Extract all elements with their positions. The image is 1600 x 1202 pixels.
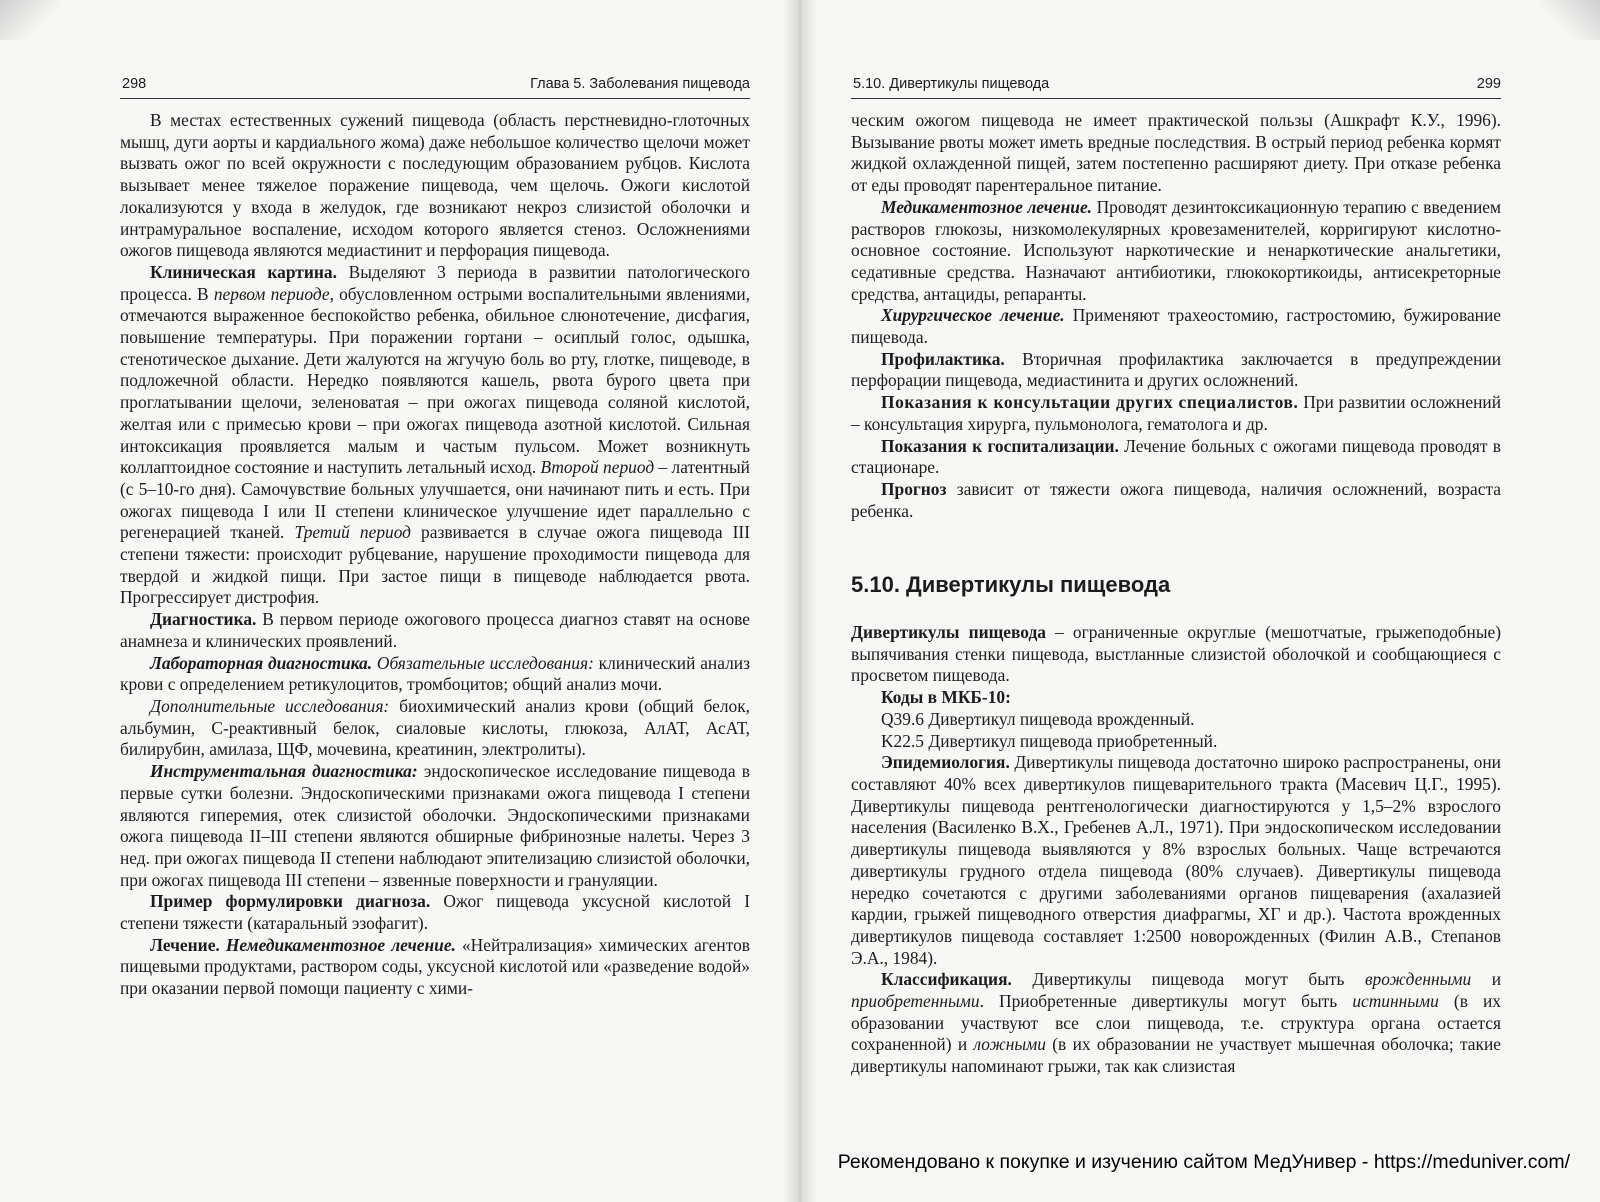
- right-page: [851, 76, 1501, 1078]
- paragraph-instrumental-diagnostics: Инструментальная диагностика: эндоскопическое исследование пищевода в первые сутки болезни. Эндоскопическими признаками ожога пищевода I степени являются гиперемия, отек слизистой оболочки. Эндоскопическими признаками ожога пищевода II–III степени являются обширные фибринозные налеты. Через 3 нед. при ожогах пищевода II степени наблюдают эпителизацию слизистой оболочки, при ожогах пищевода III степени – язвенные поверхности и грануляции.: [120, 761, 750, 890]
- running-title: 5.10. Дивертикулы пищевода: [853, 76, 1050, 92]
- paragraph-consultation: Показания к консультации других специалистов. При развитии осложнений – консультация хирурга, пульмонолога, гематолога и др.: [851, 392, 1501, 434]
- paragraph: В местах естественных сужений пищевода (область перстневидно-глоточных мышц, дуги аорты и кардиального жома) даже небольшое количество щелочи может вызвать ожог по всей окружности с последующим образованием рубцов. Кислота вызывает менее тяжелое поражение пищевода, чем щелочь. Ожоги кислотой локализуются у входа в желудок, где возникают некроз слизистой оболочки и интрамуральное воспаление, исходом которого является стеноз. Осложнениями ожогов пищевода являются медиастинит и перфорация пищевода.: [120, 110, 750, 261]
- paragraph-diagnostics: Диагностика. В первом периоде ожогового процесса диагноз ставят на основе анамнеза и клинических проявлений.: [120, 609, 750, 651]
- term-label: Клиническая картина.: [150, 261, 337, 282]
- paragraph-diagnosis-example: Пример формулировки диагноза. Ожог пищевода уксусной кислотой I степени тяжести (катаральный эзофагит).: [120, 891, 750, 934]
- term-label: Эпидемиология.: [881, 752, 1010, 773]
- page-number: 299: [1476, 76, 1501, 92]
- paragraph-epidemiology: Эпидемиология. Дивертикулы пищевода достаточно широко распространены, они составляют 40% всех дивертикулов пищеварительного тракта (Масевич Ц.Г., 1995). Дивертикулы пищевода рентгенологически диагностируются у 1,5–2% взрослого населения (Василенко В.Х., Гребенев А.Л., 1971). При эндоскопическом исследовании дивертикулы пищевода выявляются у 8% взрослых больных. Чаще встречаются дивертикулы грудного отдела пищевода (80% случаев). Дивертикулы пищевода нередко сочетаются с другими заболеваниями органов пищеварения (ахалазией кардии, грыжей пищеводного отверстия диафрагмы, ХГ и др.). Частота врожденных дивертикулов пищевода составляет 1:2500 новорожденных (Филин А.В., Степанов Э.А., 1984).: [851, 752, 1501, 968]
- term-label: Лабораторная диагностика.: [150, 652, 373, 673]
- footer-recommendation: Рекомендовано к покупке и изучению сайтом МедУнивер - https://meduniver.com/: [837, 1151, 1570, 1173]
- paragraph-continued: ческим ожогом пищевода не имеет практической пользы (Ашкрафт К.У., 1996). Вызывание рвоты может иметь вредные последствия. В острый период ребенка кормят жидкой охлажденной пищей, затем постепенно расширяют диету. При отказе ребенка от еды проводят парентеральное питание.: [851, 110, 1501, 196]
- page-number: 298: [122, 76, 147, 92]
- term-label: Профилактика.: [881, 348, 1005, 369]
- paragraph-hospitalization: Показания к госпитализации. Лечение больных с ожогами пищевода проводят в стационаре.: [851, 435, 1501, 478]
- term-label: Дивертикулы пищевода: [851, 622, 1046, 643]
- paragraph-lab-diagnostics: Лабораторная диагностика. Обязательные исследования: клинический анализ крови с определением ретикулоцитов, тромбоцитов; общий анализ мочи.: [120, 652, 750, 695]
- term-label: Лечение.: [150, 934, 220, 955]
- term-label: Медикаментозное лечение.: [881, 196, 1093, 217]
- term-label: Классификация.: [881, 969, 1012, 990]
- term-label: Инструментальная диагностика:: [150, 761, 418, 782]
- book-gutter: [783, 0, 817, 1202]
- paragraph-treatment: Лечение. Немедикаментозное лечение. «Нейтрализация» химических агентов пищевыми продуктами, раствором соды, уксусной кислотой или «разведение водой» при оказании первой помощи пациенту с хими-: [120, 934, 750, 999]
- paragraph-definition: Дивертикулы пищевода – ограниченные округлые (мешотчатые, грыжеподобные) выпячивания стенки пищевода, выстланные слизистой оболочкой и сообщающиеся с просветом пищевода.: [851, 622, 1502, 686]
- paragraph-classification: Классификация. Дивертикулы пищевода могут быть врожденными и приобретенными. Приобретенные дивертикулы могут быть истинными (в их образовании участвуют все слои пищевода, т.е. структура органа остается сохраненной) и ложными (в их образовании не участвует мышечная оболочка; такие дивертикулы напоминают грыжи, так как слизистая: [851, 969, 1502, 1077]
- term-label: Пример формулировки диагноза.: [150, 891, 431, 912]
- term-label: Хирургическое лечение.: [881, 305, 1065, 326]
- left-page: [120, 76, 750, 1000]
- term-label: Показания к консультации других специалистов.: [881, 392, 1299, 413]
- paragraph-clinical-picture: Клиническая картина. Выделяют 3 периода в развитии патологического процесса. В первом периоде, обусловленном острыми воспалительными явлениями, отмечаются выраженное беспокойство ребенка, обильное слюнотечение, дисфагия, повышение температуры. При поражении гортани – осиплый голос, одышка, стенотическое дыхание. Дети жалуются на жгучую боль во рту, глотке, пищеводе, в подложечной области. Нередко появляются кашель, рвота бурого цвета при проглатывании щелочи, зеленоватая – при ожогах пищевода соляной кислотой, желтая или с примесью крови – при ожогах пищевода азотной кислотой. Сильная интоксикация проявляется малым и частым пульсом. Может возникнуть коллаптоидное состояние и наступить летальный исход. Второй период – латентный (с 5–10-го дня). Самочувствие больных улучшается, они начинают пить и есть. При ожогах пищевода I или II степени клиническое улучшение идет параллельно с регенерацией тканей. Третий период развивается в случае ожога пищевода III степени тяжести: происходит рубцевание, нарушение проходимости пищевода для твердой и жидкой пищи. При застое пищи в пищеводе наблюдается рвота. Прогрессирует дистрофия.: [120, 261, 750, 608]
- right-page-body: [851, 110, 1501, 1078]
- icd-heading: Коды в МКБ-10:: [881, 687, 1011, 708]
- page-corner-shadow: [1540, 0, 1600, 40]
- icd-code: K22.5 Дивертикул пищевода приобретенный.: [881, 730, 1218, 751]
- term-label: Прогноз: [881, 478, 947, 499]
- term-label: Показания к госпитализации.: [881, 435, 1119, 456]
- page-corner-shadow: [0, 0, 60, 40]
- icd-code: Q39.6 Дивертикул пищевода врожденный.: [881, 708, 1195, 729]
- running-title: Глава 5. Заболевания пищевода: [530, 76, 750, 92]
- section-title: 5.10. Дивертикулы пищевода: [851, 572, 1171, 598]
- paragraph-drug-treatment: Медикаментозное лечение. Проводят дезинтоксикационную терапию с введением растворов глюкозы, низкомолекулярных кровезаменителей, корригируют кислотно-основное состояние. Используют наркотические и ненаркотические анальгетики, седативные средства. Назначают антибиотики, глюкокортикоиды, антисекреторные средства, антациды, репаранты.: [851, 196, 1501, 304]
- paragraph-prognosis: Прогноз зависит от тяжести ожога пищевода, наличия осложнений, возраста ребенка.: [851, 478, 1501, 521]
- left-page-body: [120, 110, 750, 1000]
- paragraph-additional-tests: Дополнительные исследования: биохимический анализ крови (общий белок, альбумин, С-реактивный белок, сиаловые кислоты, глюкоза, АлАТ, АсАТ, билирубин, амилаза, ЩФ, мочевина, креатинин, электролиты).: [120, 695, 751, 760]
- paragraph-surgical-treatment: Хирургическое лечение. Применяют трахеостомию, гастростомию, бужирование пищевода.: [851, 305, 1501, 348]
- right-page-header: [851, 76, 1501, 99]
- paragraph-prevention: Профилактика. Вторичная профилактика заключается в предупреждении перфорации пищевода, медиастинита и других осложнений.: [851, 348, 1501, 391]
- left-page-header: [120, 76, 750, 99]
- term-label: Диагностика.: [150, 609, 257, 630]
